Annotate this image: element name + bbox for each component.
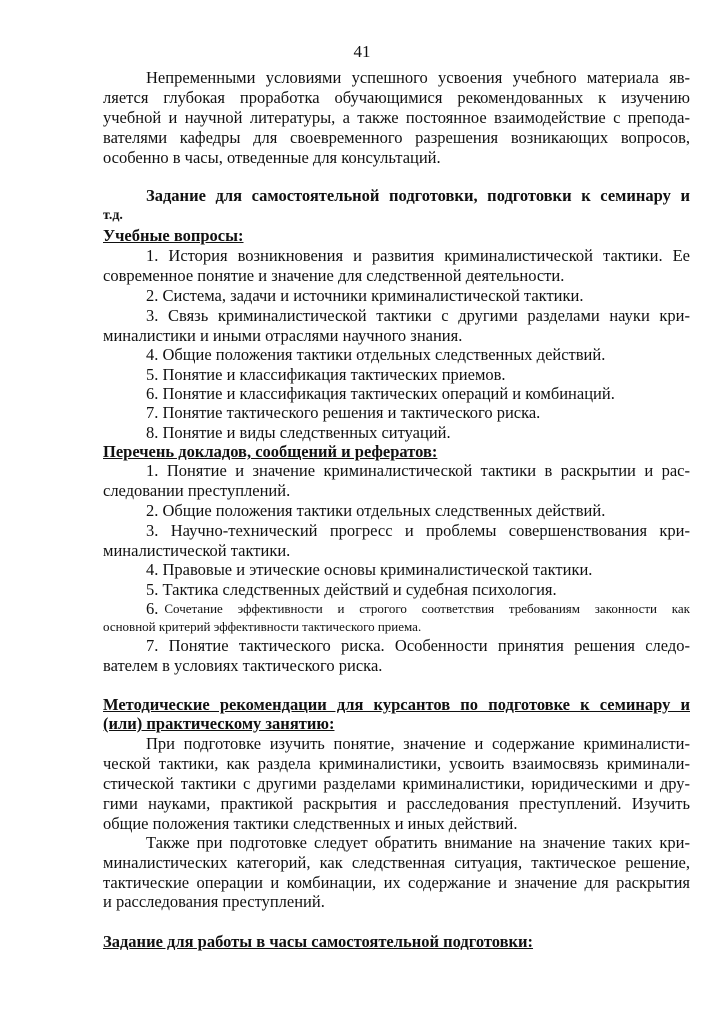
- list-item: 5. Тактика следственных действий и судебная психология.: [146, 580, 557, 599]
- text-line: вателями кафедры для своевременного разрешения возникающих вопросов,: [103, 128, 690, 147]
- list-item: 5. Понятие и классификация тактических приемов.: [146, 365, 506, 384]
- list-item-continuation: современное понятие и значение для следственной деятельности.: [103, 266, 565, 285]
- text-line: ческой тактики, как раздела криминалистики, усвоить взаимосвязь криминали-: [103, 754, 690, 773]
- text-line: гими науками, практикой раскрытия и расследования преступлений. Изучить: [103, 794, 690, 813]
- list-item-continuation: миналистики и иными отраслями научного знания.: [103, 326, 463, 345]
- list-item: [146, 599, 690, 619]
- section-title: Перечень докладов, сообщений и рефератов:: [103, 442, 438, 461]
- list-item-continuation: миналистической тактики.: [103, 541, 291, 560]
- list-item: 3. Научно-технический прогресс и проблемы совершенствования кри-: [146, 521, 690, 540]
- list-item: 1. Понятие и значение криминалистической тактики в раскрытии и рас-: [146, 461, 690, 480]
- text-line: При подготовке изучить понятие, значение и содержание криминалисти-: [146, 734, 690, 753]
- heading-line: т.д.: [103, 208, 123, 223]
- text-line: Непременными условиями успешного усвоения учебного материала яв-: [146, 68, 690, 87]
- section-title: (или) практическому занятию:: [103, 714, 335, 733]
- list-item: 4. Общие положения тактики отдельных следственных действий.: [146, 345, 606, 364]
- list-item: 2. Система, задачи и источники криминалистической тактики.: [146, 286, 584, 305]
- list-item-text: Сочетание эффективности и строгого соответствия требованиям законности как: [164, 601, 690, 616]
- list-item-continuation: следовании преступлений.: [103, 481, 291, 500]
- list-item: 8. Понятие и виды следственных ситуаций.: [146, 423, 451, 442]
- text-line: миналистических категорий, как следственная ситуация, тактическое решение,: [103, 853, 690, 872]
- list-item: 3. Связь криминалистической тактики с другими разделами науки кри-: [146, 306, 690, 325]
- page-number: 41: [353, 42, 371, 61]
- list-item: 7. Понятие тактического решения и тактического риска.: [146, 403, 541, 422]
- list-item-number: 6.: [146, 599, 159, 618]
- section-title: Методические рекомендации для курсантов по подготовке к семинару и: [103, 695, 690, 714]
- text-line: учебной и научной литературы, а также постоянное взаимодействие с препода-: [103, 108, 690, 127]
- text-line: особенно в часы, отведенные для консультаций.: [103, 148, 441, 167]
- text-line: тактические операции и комбинации, их содержание и значение для раскрытия: [103, 873, 690, 892]
- list-item-continuation: вателем в условиях тактического риска.: [103, 656, 383, 675]
- section-title: Учебные вопросы:: [103, 226, 244, 245]
- list-item: 1. История возникновения и развития криминалистической тактики. Ее: [146, 246, 690, 265]
- list-item: 7. Понятие тактического риска. Особенности принятия решения следо-: [146, 636, 690, 655]
- text-line: общие положения тактики следственных и иных действий.: [103, 814, 518, 833]
- list-item: 2. Общие положения тактики отдельных следственных действий.: [146, 501, 606, 520]
- text-line: стической тактики с другими разделами криминалистики, юридическими и дру-: [103, 774, 690, 793]
- text-line: ляется глубокая проработка обучающимися рекомендованных к изучению: [103, 88, 690, 107]
- list-item: 4. Правовые и этические основы криминалистической тактики.: [146, 560, 593, 579]
- list-item-continuation: основной критерий эффективности тактического приема.: [103, 619, 422, 634]
- text-line: Также при подготовке следует обратить внимание на значение таких кри-: [146, 833, 690, 852]
- list-item: 6. Понятие и классификация тактических операций и комбинаций.: [146, 384, 615, 403]
- text-line: и расследования преступлений.: [103, 892, 325, 911]
- heading-line: Задание для самостоятельной подготовки, подготовки к семинару и: [146, 186, 690, 205]
- final-heading: Задание для работы в часы самостоятельной подготовки:: [103, 932, 534, 951]
